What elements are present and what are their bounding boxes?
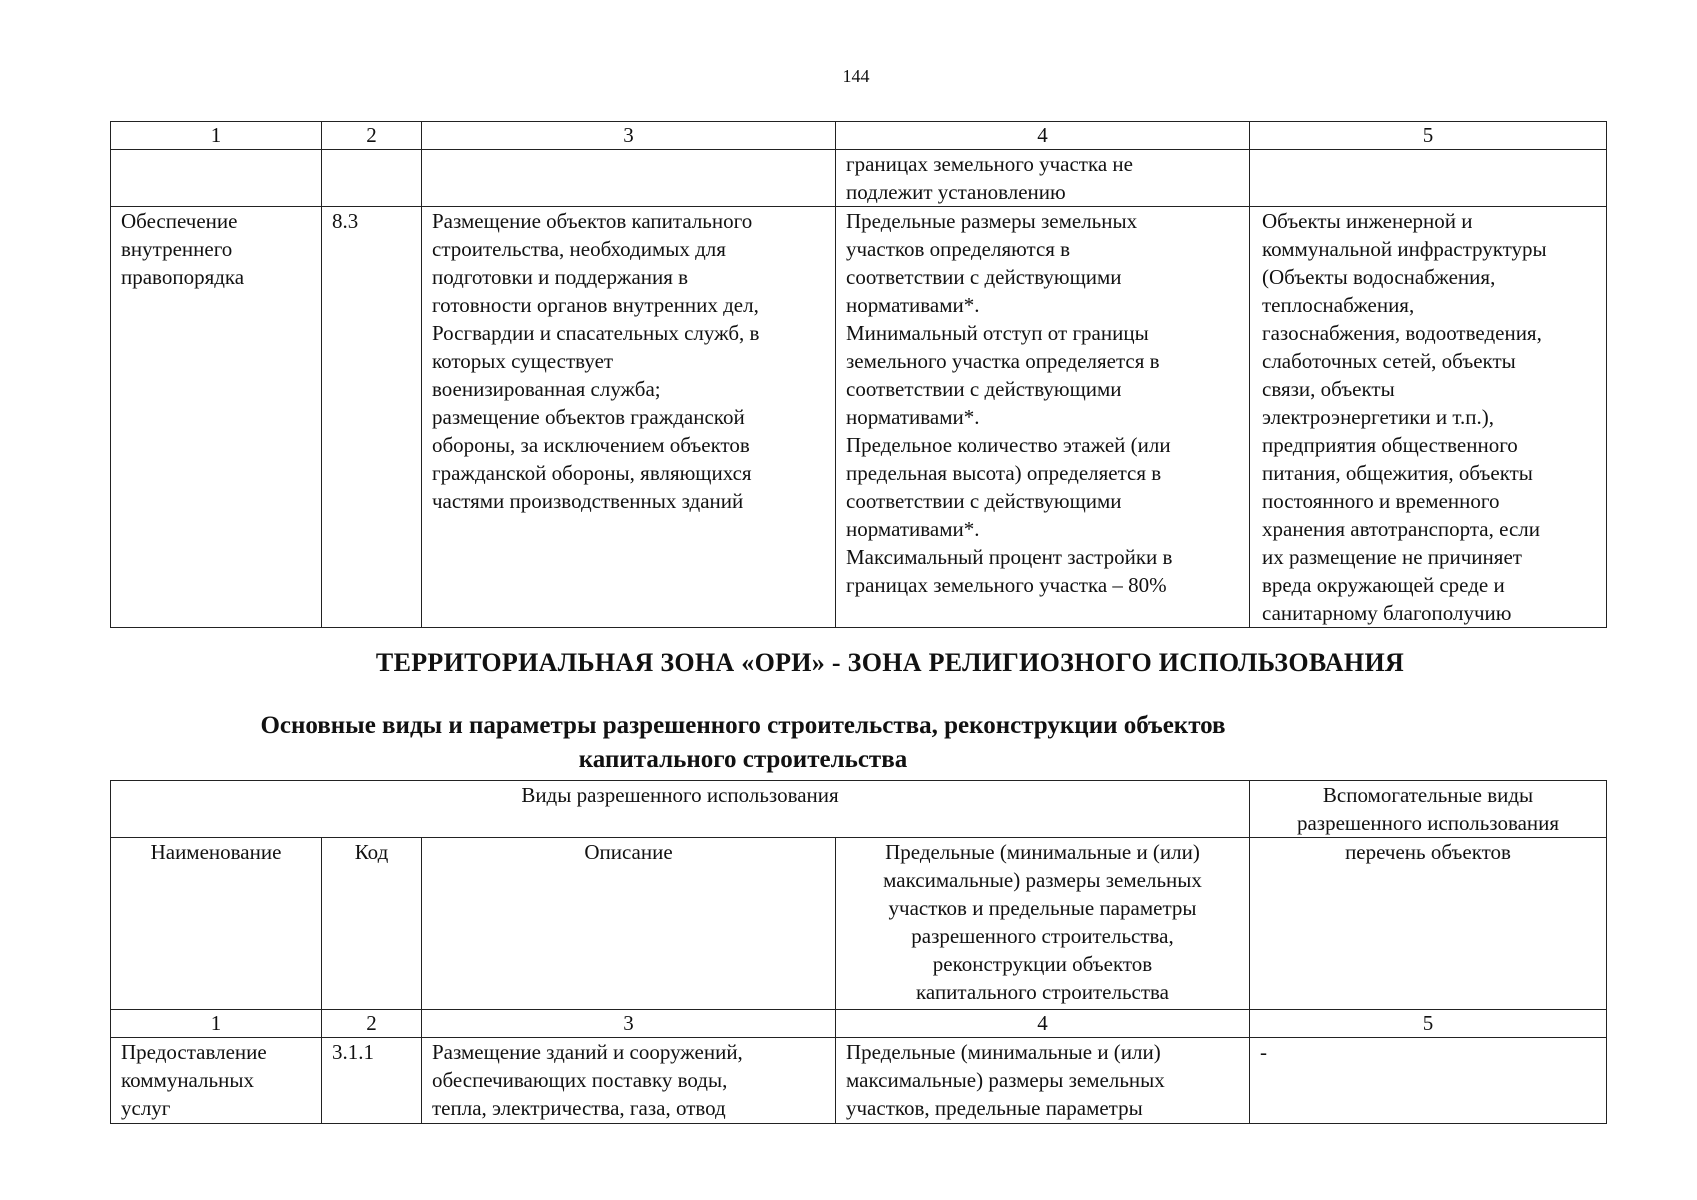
col-number-1: 1 [111,1010,322,1038]
col-number-1: 1 [111,122,322,150]
continued-cell-3 [422,150,836,207]
use-name-cell: Предоставление коммунальных услуг [111,1038,322,1124]
column-number-row [111,122,1607,150]
column-header-row [111,838,1607,1010]
table-row [111,1038,1607,1124]
group-header-row [111,781,1607,838]
col-number-4: 4 [836,122,1250,150]
col-number-5: 5 [1250,122,1607,150]
auxiliary-objects-cell: - [1250,1038,1607,1124]
continued-cell-5 [1250,150,1607,207]
objects-list-column-header: перечень объектов [1250,838,1607,1010]
col-number-2: 2 [322,1010,422,1038]
use-name-cell: Обеспечение внутреннего правопорядка [111,207,322,628]
page-number: 144 [842,66,870,86]
use-code-cell: 3.1.1 [322,1038,422,1124]
continued-cell-2 [322,150,422,207]
col-number-5: 5 [1250,1010,1607,1038]
use-parameters-cell: Предельные размеры земельных участков определяются в соответствии с действующими нормативами*. Минимальный отступ от границы земельного участка определяется в соответствии с действующими нормативами*. Предельное количество этажей (или предельная высота) определяется в соответствии с действующими нормативами*. Максимальный процент застройки в границах земельного участка – 80% [836,207,1250,628]
use-description-cell: Размещение зданий и сооружений, обеспечивающих поставку воды, тепла, электричества, газа, отвод [422,1038,836,1124]
parameters-column-header: Предельные (минимальные и (или) максимальные) размеры земельных участков и предельные параметры разрешенного строительства, реконструкции объектов капитального строительства [836,838,1250,1010]
description-column-header: Описание [422,838,836,1010]
continued-cell-1 [111,150,322,207]
col-number-2: 2 [322,122,422,150]
continued-parameters-cell: границах земельного участка не подлежит установлению [836,150,1250,207]
table-row [111,207,1607,628]
col-number-3: 3 [422,1010,836,1038]
use-parameters-cell: Предельные (минимальные и (или) максимальные) размеры земельных участков, предельные параметры [836,1038,1250,1124]
name-column-header: Наименование [111,838,322,1010]
auxiliary-objects-cell: Объекты инженерной и коммунальной инфраструктуры (Объекты водоснабжения, теплоснабжения, газоснабжения, водоотведения, слаботочных сетей, объекты связи, объекты электроэнергетики и т.п.), предприятия общественного питания, общежития, объекты постоянного и временного хранения автотранспорта, если их размещение не причиняет вреда окружающей среде и санитарному благополучию [1250,207,1607,628]
permitted-use-table [110,780,1607,1124]
col-number-3: 3 [422,122,836,150]
continued-row [111,150,1607,207]
use-code-cell: 8.3 [322,207,422,628]
col-number-4: 4 [836,1010,1250,1038]
use-description-cell: Размещение объектов капитального строительства, необходимых для подготовки и поддержания в готовности органов внутренних дел, Росгвардии и спасательных служб, в которых существует военизированная служба; размещение объектов гражданской обороны, за исключением объектов гражданской обороны, являющихся частями производственных зданий [422,207,836,628]
code-column-header: Код [322,838,422,1010]
permitted-use-group-header: Виды разрешенного использования [111,781,1250,838]
section-subtitle: Основные виды и параметры разрешенного строительства, реконструкции объектов капитального строительства [260,712,1226,773]
auxiliary-group-header: Вспомогательные виды разрешенного использования [1250,781,1607,838]
zone-title: ТЕРРИТОРИАЛЬНАЯ ЗОНА «ОРИ» - ЗОНА РЕЛИГИОЗНОГО ИСПОЛЬЗОВАНИЯ [375,648,1405,677]
column-number-row [111,1010,1607,1038]
continuation-table [110,121,1607,628]
